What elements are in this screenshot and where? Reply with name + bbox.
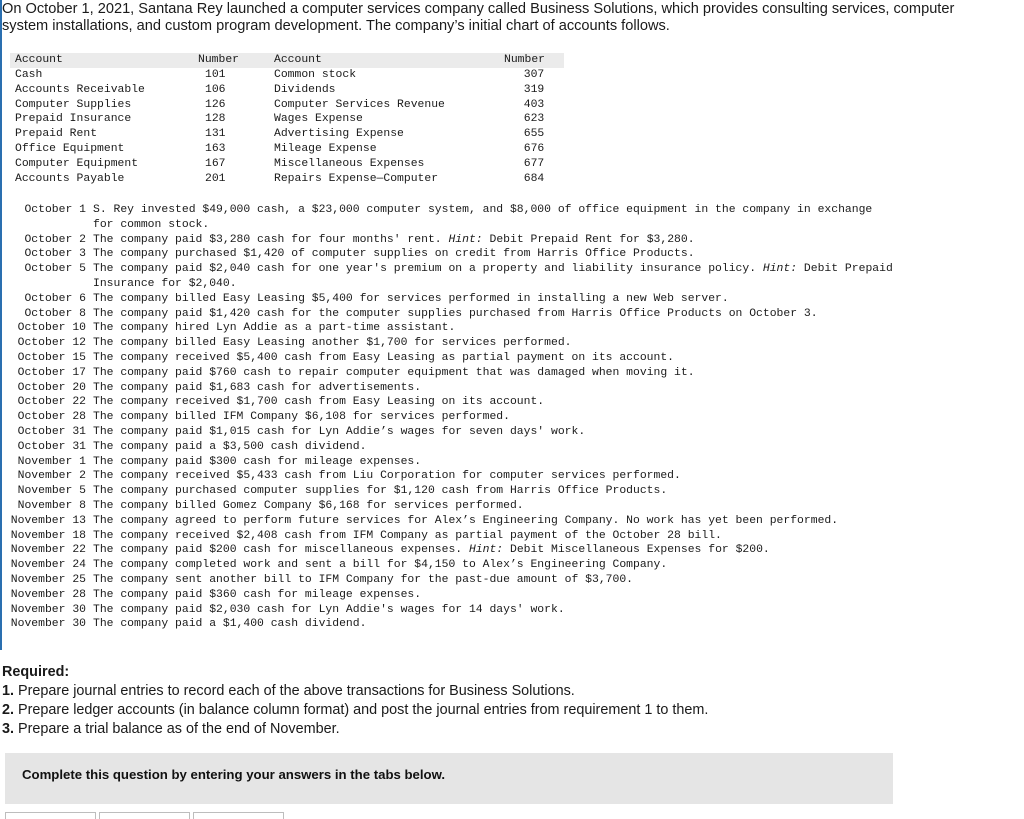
- column-header-number-2: Number: [504, 53, 564, 68]
- transaction-text: [93, 469, 893, 484]
- account-number: 128: [205, 113, 226, 126]
- transaction-description: The company paid $1,015 cash for Lyn Addie’s wages for seven days' work.: [93, 425, 586, 438]
- transaction-row: [0, 440, 893, 455]
- transaction-description: The company paid $2,040 cash for one year's premium on a property and liability insurance policy.: [93, 263, 757, 276]
- transaction-text: [93, 514, 893, 529]
- transaction-text: [93, 455, 893, 470]
- transaction-date: October 2: [24, 233, 86, 246]
- transaction-text: [93, 410, 893, 425]
- transaction-text: [93, 529, 893, 544]
- transaction-row: [0, 588, 893, 603]
- account-number: 655: [523, 128, 545, 141]
- transaction-description: The company billed Gomez Company $6,168 for services performed.: [93, 499, 524, 512]
- transaction-text: [93, 603, 893, 618]
- instructions-text: Complete this question by entering your answers in the tabs below.: [22, 767, 446, 782]
- transaction-row: [0, 336, 893, 351]
- account-name: Computer Services Revenue: [274, 98, 445, 111]
- account-number: 131: [205, 128, 226, 141]
- transaction-date: November 25: [10, 573, 86, 586]
- required-item: 2. Prepare ledger accounts (in balance column format) and post the journal entries from requirement 1 to them.: [2, 702, 709, 718]
- tab-required-2[interactable]: [99, 812, 190, 819]
- transaction-date: November 8: [17, 499, 86, 512]
- transaction-description: The company paid $2,030 cash for Lyn Addie's wages for 14 days' work.: [93, 603, 565, 616]
- account-number: 167: [205, 157, 226, 170]
- table-row: [10, 112, 564, 127]
- transaction-text: [93, 440, 893, 455]
- transaction-row: [0, 395, 893, 410]
- transaction-text: [93, 262, 893, 292]
- transaction-row: [0, 307, 893, 322]
- transaction-date: November 13: [10, 514, 86, 527]
- transaction-description: The company received $1,700 cash from Easy Leasing on its account.: [93, 396, 545, 409]
- transaction-row: [0, 366, 893, 381]
- transaction-row: [0, 410, 893, 425]
- transaction-text: [93, 203, 893, 233]
- transaction-text: [93, 425, 893, 440]
- transaction-row: [0, 543, 893, 558]
- transaction-row: [0, 499, 893, 514]
- transaction-date: October 10: [17, 322, 86, 335]
- hint-text: Debit Prepaid Insurance for $2,040.: [93, 263, 893, 290]
- transaction-description: The company hired Lyn Addie as a part-time assistant.: [93, 322, 456, 335]
- table-body: [10, 68, 564, 187]
- transaction-date: October 17: [17, 366, 86, 379]
- column-header-account: Account: [10, 53, 193, 68]
- account-name: Office Equipment: [15, 143, 125, 156]
- transaction-row: [0, 558, 893, 573]
- transaction-date: November 18: [10, 529, 86, 542]
- transaction-description: The company billed Easy Leasing $5,400 for services performed in installing a new Web server.: [93, 292, 729, 305]
- transaction-description: The company completed work and sent a bill for $4,150 to Alex’s Engineering Company.: [93, 559, 668, 572]
- transaction-date: October 8: [24, 307, 86, 320]
- table-row: [10, 68, 564, 83]
- transaction-row: [0, 292, 893, 307]
- transaction-text: [93, 395, 893, 410]
- transaction-text: [93, 573, 893, 588]
- transaction-description: The company agreed to perform future services for Alex’s Engineering Company. No work has yet been performed.: [93, 514, 839, 527]
- account-number: 201: [205, 172, 226, 185]
- answer-tabs: [5, 812, 287, 817]
- transaction-date: October 22: [17, 396, 86, 409]
- transaction-row: [0, 529, 893, 544]
- transaction-date: November 5: [17, 485, 86, 498]
- transaction-date: November 30: [10, 618, 86, 631]
- transaction-text: [93, 558, 893, 573]
- transaction-description: The company paid $360 cash for mileage expenses.: [93, 588, 422, 601]
- transaction-row: [0, 321, 893, 336]
- transaction-date: October 20: [17, 381, 86, 394]
- transaction-text: [93, 499, 893, 514]
- table-row: [10, 83, 564, 98]
- transaction-description: S. Rey invested $49,000 cash, a $23,000 computer system, and $8,000 of office equipment in the company in exchange for common stock.: [93, 204, 873, 231]
- transaction-date: November 30: [10, 603, 86, 616]
- transaction-description: The company paid $760 cash to repair computer equipment that was damaged when moving it.: [93, 366, 695, 379]
- transaction-date: November 24: [10, 559, 86, 572]
- account-number: 319: [523, 83, 545, 96]
- transaction-text: [93, 351, 893, 366]
- transaction-row: [0, 603, 893, 618]
- account-number: 106: [205, 83, 226, 96]
- transaction-description: The company purchased computer supplies for $1,120 cash from Harris Office Products.: [93, 485, 668, 498]
- transaction-text: [93, 484, 893, 499]
- transaction-description: The company paid $300 cash for mileage expenses.: [93, 455, 422, 468]
- table-header-row: [10, 53, 564, 68]
- transaction-text: [93, 617, 893, 632]
- transaction-text: [93, 233, 893, 248]
- account-name: Accounts Payable: [15, 172, 125, 185]
- required-section: [2, 663, 1002, 739]
- transaction-text: [93, 336, 893, 351]
- transaction-date: November 2: [17, 470, 86, 483]
- hint-label: Hint:: [762, 263, 798, 276]
- hint-label: Hint:: [468, 544, 504, 557]
- transaction-row: [0, 469, 893, 484]
- instructions-panel: [5, 753, 893, 804]
- account-name: Repairs Expense—Computer: [274, 172, 439, 185]
- account-number: 163: [205, 143, 226, 156]
- transaction-date: October 1: [24, 204, 86, 216]
- transaction-description: The company received $5,433 cash from Liu Corporation for computer services performed.: [93, 470, 681, 483]
- column-header-number: Number: [193, 53, 269, 68]
- account-number: 684: [523, 172, 545, 185]
- transaction-date: October 31: [17, 440, 86, 453]
- account-name: Wages Expense: [274, 113, 363, 126]
- transaction-row: [0, 262, 893, 292]
- table-row: [10, 98, 564, 113]
- tab-required-3[interactable]: [193, 812, 284, 819]
- transaction-row: [0, 425, 893, 440]
- account-number: 307: [523, 68, 545, 81]
- required-title: Required:: [2, 664, 70, 680]
- account-number: 676: [523, 143, 545, 156]
- transaction-date: October 15: [17, 351, 86, 364]
- table-row: [10, 142, 564, 157]
- transaction-date: October 28: [17, 411, 86, 424]
- transaction-row: [0, 203, 893, 233]
- transaction-row: [0, 455, 893, 470]
- table-row: [10, 172, 564, 187]
- hint-text: Debit Prepaid Rent for $3,280.: [489, 233, 695, 246]
- transaction-text: [93, 247, 893, 262]
- transaction-text: [93, 292, 893, 307]
- transaction-row: [0, 514, 893, 529]
- transaction-date: October 3: [24, 248, 86, 261]
- account-name: Mileage Expense: [274, 143, 377, 156]
- transaction-text: [93, 588, 893, 603]
- account-name: Miscellaneous Expenses: [274, 157, 425, 170]
- transaction-description: The company paid $200 cash for miscellaneous expenses.: [93, 544, 463, 557]
- transaction-date: October 12: [17, 337, 86, 350]
- transaction-date: November 28: [10, 588, 86, 601]
- transaction-row: [0, 381, 893, 396]
- transaction-description: The company paid $1,420 cash for the computer supplies purchased from Harris Office Products on October 3.: [93, 307, 818, 320]
- transaction-description: The company billed Easy Leasing another $1,700 for services performed.: [93, 337, 572, 350]
- transaction-date: November 1: [17, 455, 86, 468]
- intro-paragraph: On October 1, 2021, Santana Rey launched a computer services company called Business Solutions, which provides consulting services, computer system installations, and custom program development. The company’s initial chart of accounts follows.: [2, 1, 955, 34]
- account-number: 403: [523, 98, 545, 111]
- account-number: 101: [205, 68, 226, 81]
- account-name: Accounts Receivable: [15, 83, 145, 96]
- transaction-text: [93, 321, 893, 336]
- account-name: Advertising Expense: [274, 128, 404, 141]
- account-name: Common stock: [274, 68, 357, 81]
- account-name: Prepaid Insurance: [15, 113, 132, 126]
- transaction-text: [93, 543, 893, 558]
- account-name: Computer Equipment: [15, 157, 139, 170]
- column-header-account-2: Account: [269, 53, 504, 68]
- hint-text: Debit Miscellaneous Expenses for $200.: [510, 544, 770, 557]
- tab-required-1[interactable]: [5, 812, 96, 819]
- transaction-text: [93, 381, 893, 396]
- transaction-row: [0, 233, 893, 248]
- transaction-description: The company billed IFM Company $6,108 for services performed.: [93, 411, 510, 424]
- account-number: 677: [523, 157, 545, 170]
- transaction-description: The company received $5,400 cash from Easy Leasing as partial payment on its account.: [93, 351, 675, 364]
- transaction-text: [93, 307, 893, 322]
- transaction-description: The company paid $3,280 cash for four months' rent.: [93, 233, 442, 246]
- account-name: Prepaid Rent: [15, 128, 98, 141]
- transaction-date: October 6: [24, 292, 86, 305]
- transaction-description: The company received $2,408 cash from IFM Company as partial payment of the October 28 bill.: [93, 529, 722, 542]
- transaction-date: October 31: [17, 425, 86, 438]
- transaction-list: [0, 203, 893, 632]
- transaction-date: November 22: [10, 544, 86, 557]
- transaction-description: The company paid $1,683 cash for advertisements.: [93, 381, 422, 394]
- account-name: Dividends: [274, 83, 336, 96]
- transaction-description: The company sent another bill to IFM Company for the past-due amount of $3,700.: [93, 573, 634, 586]
- transaction-text: [93, 366, 893, 381]
- transaction-description: The company paid a $1,400 cash dividend.: [93, 618, 367, 631]
- transaction-row: [0, 484, 893, 499]
- transaction-row: [0, 573, 893, 588]
- transaction-description: The company purchased $1,420 of computer supplies on credit from Harris Office Products.: [93, 248, 695, 261]
- transaction-description: The company paid a $3,500 cash dividend.: [93, 440, 367, 453]
- transaction-row: [0, 247, 893, 262]
- account-name: Cash: [15, 68, 43, 81]
- table-row: [10, 127, 564, 142]
- required-item: 1. Prepare journal entries to record each of the above transactions for Business Solutions.: [2, 683, 575, 699]
- table-row: [10, 157, 564, 172]
- account-number: 623: [523, 113, 545, 126]
- transaction-row: [0, 617, 893, 632]
- transaction-row: [0, 351, 893, 366]
- account-number: 126: [205, 98, 226, 111]
- required-item: 3. Prepare a trial balance as of the end of November.: [2, 721, 340, 737]
- transaction-date: October 5: [24, 263, 86, 276]
- hint-label: Hint:: [448, 233, 483, 246]
- chart-of-accounts-table: [10, 53, 564, 187]
- account-name: Computer Supplies: [15, 98, 132, 111]
